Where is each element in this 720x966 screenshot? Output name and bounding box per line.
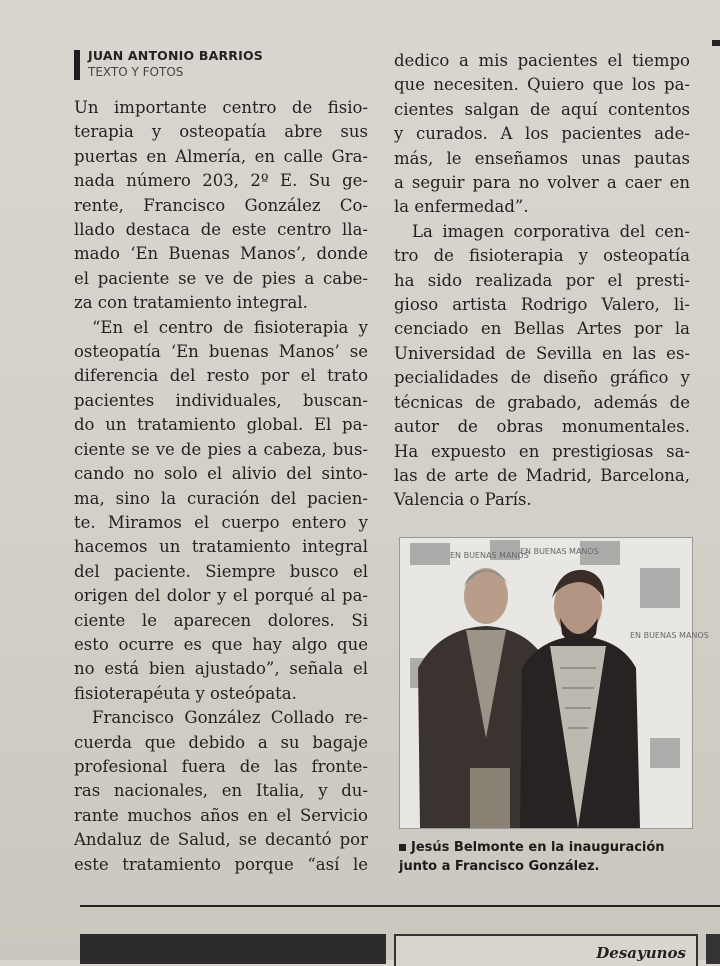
paragraph-5 bbox=[394, 220, 690, 513]
text-line: cenciado en Bellas Artes por la bbox=[394, 319, 690, 339]
text-line: nada número 203, 2º E. Su ge- bbox=[74, 171, 368, 191]
text-line: rante muchos años en el Servicio bbox=[74, 805, 368, 825]
page-edge-block bbox=[706, 934, 720, 964]
text-line: do un tratamiento global. El pa- bbox=[74, 415, 368, 435]
article-column-2 bbox=[394, 49, 690, 513]
paragraph-3 bbox=[74, 706, 368, 877]
text-line: dedico a mis pacientes el tiempo bbox=[394, 51, 690, 70]
text-line: ras nacionales, en Italia, y du- bbox=[74, 781, 368, 801]
advertisement-text: Desayunos bbox=[596, 944, 686, 962]
paragraph-1 bbox=[74, 96, 368, 316]
text-line: esto ocurre es que hay algo que bbox=[74, 634, 368, 654]
text-line: Ha expuesto en prestigiosas sa- bbox=[394, 441, 690, 461]
section-rule bbox=[80, 905, 720, 907]
text-line: osteopatía ‘En buenas Manos’ se bbox=[74, 342, 368, 362]
text-line: te. Miramos el cuerpo entero y bbox=[74, 512, 368, 532]
text-line: za con tratamiento integral. bbox=[74, 293, 308, 313]
text-line: profesional fuera de las fronte- bbox=[74, 756, 368, 776]
next-section-block bbox=[80, 934, 386, 964]
text-line: hacemos un tratamiento integral bbox=[74, 537, 368, 557]
text-line: rente, Francisco González Co- bbox=[74, 195, 368, 215]
text-line: Francisco González Collado re- bbox=[92, 708, 368, 728]
text-line: puertas en Almería, en calle Gra- bbox=[74, 146, 368, 166]
backdrop-text: EN BUENAS MANOS bbox=[520, 547, 599, 556]
caption-bullet bbox=[399, 844, 406, 851]
text-line: “En el centro de fisioterapia y bbox=[92, 317, 368, 337]
text-line: tro de fisioterapia y osteopatía bbox=[394, 246, 690, 266]
text-line: ciente se ve de pies a cabeza, bus- bbox=[74, 439, 368, 459]
text-line: Universidad de Sevilla en las es- bbox=[394, 343, 690, 363]
text-line: cando no solo el alivio del sinto- bbox=[74, 464, 368, 484]
text-line: este tratamiento porque “así le bbox=[74, 854, 368, 874]
text-line: pacientes individuales, buscan- bbox=[74, 390, 368, 410]
text-line: La imagen corporativa del cen- bbox=[412, 221, 690, 241]
text-line: ciente le aparecen dolores. Si bbox=[74, 610, 368, 630]
caption-line: Jesús Belmonte en la inauguración bbox=[411, 840, 665, 855]
text-line: no está bien ajustado”, señala el bbox=[74, 659, 368, 679]
text-line: llado destaca de este centro lla- bbox=[74, 220, 368, 240]
event-photo bbox=[399, 537, 709, 829]
author-role: TEXTO Y FOTOS bbox=[88, 65, 184, 79]
text-line: terapia y osteopatía abre sus bbox=[74, 122, 368, 142]
author-name: JUAN ANTONIO BARRIOS bbox=[88, 48, 264, 63]
text-line: técnicas de grabado, además de bbox=[394, 392, 690, 412]
text-line: ma, sino la curación del pacien- bbox=[74, 488, 368, 508]
backdrop-text: EN BUENAS MANOS bbox=[450, 551, 529, 560]
text-line: Un importante centro de fisio- bbox=[74, 98, 368, 117]
text-line: a seguir para no volver a caer en bbox=[394, 173, 690, 193]
photo-illustration bbox=[400, 538, 709, 828]
text-line: cientes salgan de aquí contentos bbox=[394, 99, 690, 119]
paragraph-2 bbox=[74, 316, 368, 707]
backdrop-text: EN BUENAS MANOS bbox=[630, 631, 709, 640]
adjacent-column-mark bbox=[712, 40, 720, 46]
photo-caption bbox=[399, 838, 694, 876]
text-line: fisioterapéuta y osteópata. bbox=[74, 683, 297, 703]
paragraph-4 bbox=[394, 49, 690, 220]
text-line: y curados. A los pacientes ade- bbox=[394, 124, 690, 144]
text-line: autor de obras monumentales. bbox=[394, 417, 690, 437]
text-line: la enfermedad”. bbox=[394, 197, 529, 217]
byline bbox=[74, 48, 263, 79]
text-line: pecialidades de diseño gráfico y bbox=[394, 368, 690, 388]
text-line: diferencia del resto por el trato bbox=[74, 366, 368, 386]
text-line: ha sido realizada por el presti- bbox=[394, 270, 690, 290]
caption-line: junto a Francisco González. bbox=[399, 859, 600, 874]
text-line: Andaluz de Salud, se decantó por bbox=[74, 830, 368, 850]
text-line: cuerda que debido a su bagaje bbox=[74, 732, 368, 752]
text-line: el paciente se ve de pies a cabe- bbox=[74, 268, 368, 288]
text-line: Valencia o París. bbox=[394, 490, 532, 510]
text-line: que necesiten. Quiero que los pa- bbox=[394, 75, 690, 95]
text-line: más, le enseñamos unas pautas bbox=[394, 148, 690, 168]
text-line: las de arte de Madrid, Barcelona, bbox=[394, 465, 690, 485]
text-line: del paciente. Siempre busco el bbox=[74, 561, 368, 581]
byline-bar bbox=[74, 50, 80, 80]
text-line: gioso artista Rodrigo Valero, li- bbox=[394, 295, 690, 315]
advertisement-box bbox=[394, 934, 698, 966]
article-column-1 bbox=[74, 96, 368, 877]
text-line: mado ‘En Buenas Manos’, donde bbox=[74, 244, 368, 264]
text-line: origen del dolor y el porqué al pa- bbox=[74, 586, 368, 606]
